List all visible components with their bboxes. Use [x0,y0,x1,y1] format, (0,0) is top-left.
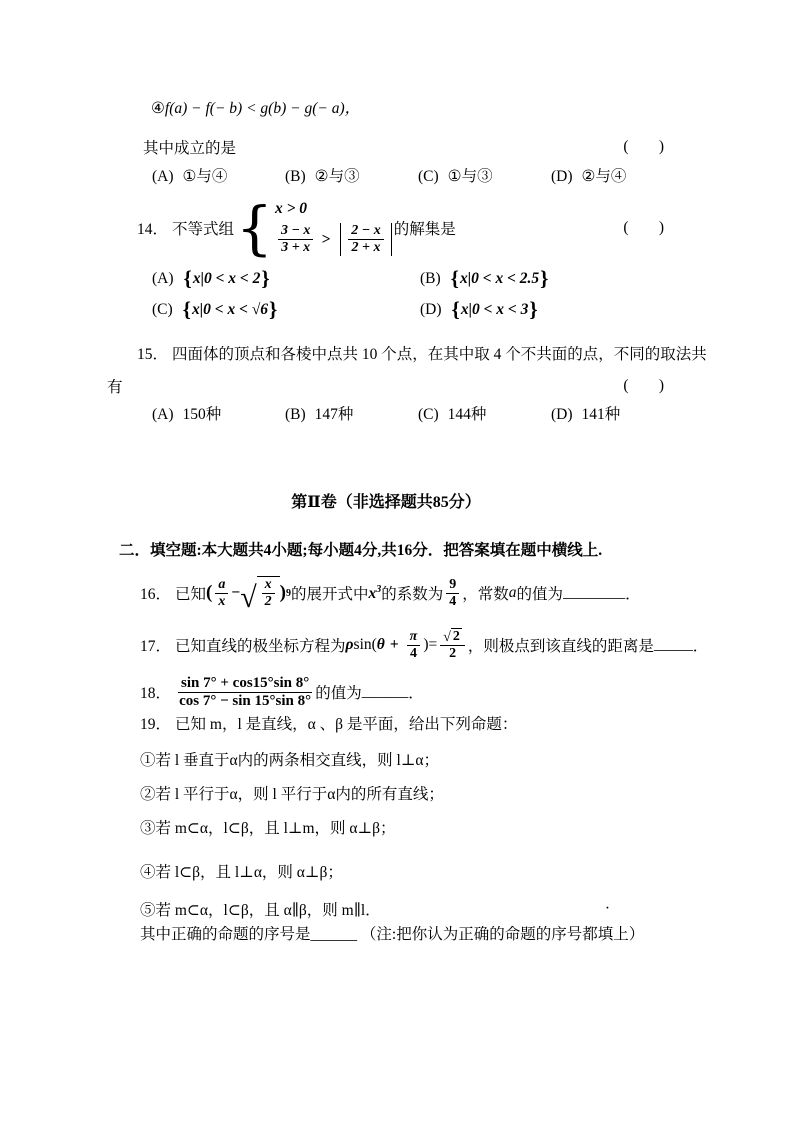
q13-stem-row [107,136,665,158]
q19-statement-2: ②若 l 平行于α，则 l 平行于α内的所有直线； [140,786,444,804]
fraction [407,629,421,662]
q14-system-rows [275,200,392,256]
fraction-denominator: 2 [264,594,272,610]
q15-option-b [285,404,418,426]
option-set-body: x|0 < x < √6 [191,300,269,318]
close-paren-equals: )= [423,636,438,654]
q19-statement-3: ③若 m⊂α，l⊂β，且 l⊥m，则 α⊥β； [140,820,396,838]
square-root [443,628,462,645]
option-label: (B) [285,406,306,424]
fraction-denominator: 4 [410,645,417,661]
fraction-denominator: cos 7° − sin 15°sin 8° [179,692,312,709]
q14-system-row2 [275,223,392,256]
stray-dot: · [604,900,610,918]
q14-stem-suffix: 的解集是 [393,221,456,239]
q15-answer-paren: ( ) [623,377,665,395]
left-brace: { [236,193,273,262]
fraction-numerator: 9 [446,577,459,594]
q19-answer-blank: ______ [310,926,358,944]
q17-answer-blank: _____ [653,636,693,654]
q14-option-b [420,268,549,289]
greater-than-sign: > [321,230,331,248]
radical-sign: √ [240,581,257,615]
q19-statement-1: ①若 l 垂直于α内的两条相交直线，则 l⊥α； [140,752,440,770]
square-root [240,576,279,615]
question-number: 15． [137,346,169,364]
q13-option-c [418,166,551,188]
q15-stem-line1 [107,344,707,366]
q13-options [107,166,665,188]
question-number: 17． [140,638,172,656]
rho-symbol: ρ [345,636,354,654]
option-text: ②与④ [581,168,627,185]
option-set-body: x|0 < x < 2 [192,269,261,287]
q17-period: ． [692,638,709,656]
q14-inequality-system [236,193,392,262]
fraction-numerator: 3 − x [278,223,313,240]
q16-line [107,576,665,615]
variable-a: a [508,584,517,602]
fraction-denominator: 3 + x [281,240,311,256]
option-label: (A) [152,168,174,185]
open-paren: ( [206,582,213,604]
q16-period: ． [625,586,641,604]
q19-intro-text: 已知 m，l 是直线，α 、β 是平面，给出下列命题： [175,716,518,734]
q16-mid4: 的值为 [516,586,564,604]
q17-prefix: 已知直线的极坐标方程为 [175,638,346,656]
fraction [440,628,465,662]
option-text: ②与③ [314,168,360,185]
q14-options-row2 [107,299,665,320]
option-label: (C) [418,168,439,185]
option-text: ①与③ [447,168,493,185]
option-label: (D) [551,406,573,424]
option-label: (C) [418,406,439,424]
q15-option-a [152,404,285,426]
option-set-body: x|0 < x < 3 [460,300,529,318]
q15-options [107,404,665,426]
set-open-brace: { [182,297,191,322]
q17-line [107,628,709,662]
q18-answer-blank: ______ [361,683,409,701]
q15-option-c [418,404,551,426]
option-text: ①与④ [182,168,228,185]
close-paren: ) [279,582,286,604]
option-text: 144种 [447,406,487,424]
x-cubed [369,584,382,603]
option-text: 150种 [182,406,222,424]
sin-open: sin( [353,636,377,654]
q13-option-b [285,166,418,188]
q14-system-row1: x > 0 [274,200,308,217]
fraction-numerator: 2 − x [348,223,383,240]
q17-suffix: ，则极点到该直线的距离是 [467,638,654,656]
q14-option-c [152,299,420,320]
exponent: 3 [376,583,382,595]
q13-stem: 其中成立的是 [143,140,237,157]
option-label: (A) [152,406,174,424]
q14-option-d [420,299,539,320]
q18-line [107,675,665,711]
q14-options-row1 [107,268,665,289]
option-label: (C) [152,300,173,318]
q19-tail-note: （注:把你认为正确的命题的序号都填上） [360,926,645,944]
q14-stem-row [107,193,665,262]
variable-x: x [368,584,377,602]
fraction [215,577,228,610]
q14-stem [137,193,456,262]
q16-answer-blank: ________ [563,584,626,602]
q16-mid2: 的系数为 [381,586,444,604]
fraction-numerator: a [215,577,228,594]
fraction-denominator: x [218,593,226,609]
option-label: (B) [420,269,441,287]
q14-option-a [152,268,420,289]
q19-tail-pre: 其中正确的命题的序号是 [140,926,311,944]
q13-item4-line [107,98,665,120]
set-close-brace: } [269,297,278,322]
fraction-denominator: 2 [449,646,457,662]
plus-sign: + [389,636,399,654]
fraction-numerator: π [407,629,421,646]
option-label: (B) [285,168,306,185]
fraction [446,577,459,610]
fraction [262,577,275,610]
fraction [178,675,312,711]
option-label: (D) [420,300,442,318]
fraction-denominator: 4 [449,593,457,609]
q14-answer-paren: ( ) [623,219,665,237]
q15-option-d [551,404,620,426]
q18-suffix: 的值为 [315,685,362,703]
q13-option-d [551,166,626,188]
question-number: 18． [140,685,172,703]
option-text: 147种 [314,406,354,424]
q13-option-a [152,166,285,188]
set-close-brace: } [529,297,538,322]
question-number: 16． [140,586,172,604]
q15-stem-line2 [107,375,665,397]
section2-instruction: 二．填空题:本大题共4小题;每小题4分,共16分．把答案填在题中横线上. [119,542,603,560]
radical-sign: √ [443,629,451,645]
absolute-value [340,223,391,256]
q14-stem-prefix: 不等式组 [172,221,235,239]
question-number: 14． [137,221,169,239]
q16-mid3: ，常数 [462,586,509,604]
q15-stem-text: 四面体的顶点和各棱中点共 10 个点，在其中取 4 个不共面的点，不同的取法共 [172,346,707,364]
set-open-brace: { [450,266,459,291]
set-open-brace: { [183,266,192,291]
q13-item4-marker: ④ [151,100,165,117]
q19-statement-5-row [107,898,665,920]
option-label: (D) [551,168,573,185]
q19-statement-5: ⑤若 m⊂α，l⊂β，且 α∥β，则 m∥l． [140,902,381,920]
fraction-denominator: 2 + x [351,240,381,256]
q16-mid1: 的展开式中 [291,586,369,604]
set-close-brace: } [261,266,270,291]
fraction [348,223,383,256]
theta-symbol: θ [376,636,385,654]
option-set-body: x|0 < x < 2.5 [459,269,540,287]
minus-sign: − [231,584,241,602]
set-close-brace: } [540,266,549,291]
q18-period: ． [408,685,424,703]
fraction-numerator [440,628,465,646]
q16-prefix: 已知 [175,586,207,604]
radical-body [257,576,280,610]
q15-stem-text2: 有 [107,379,123,397]
fraction [278,223,313,256]
q19-statement-4: ④若 l⊂β，且 l⊥α，则 α⊥β； [140,864,343,882]
q13-item4-math: f(a) − f(− b) < g(b) − g(− a)， [164,100,361,117]
q19-intro-line [107,714,665,736]
question-number: 19． [140,716,172,734]
q19-tail-line [107,924,665,946]
q13-answer-paren: ( ) [623,138,665,155]
option-label: (A) [152,269,174,287]
set-open-brace: { [451,297,460,322]
fraction-numerator: sin 7° + cos15°sin 8° [178,675,312,693]
section2-title: 第Ⅱ卷（非选择题共85分） [291,494,481,512]
exponent: 9 [286,587,291,599]
fraction-numerator: x [262,577,275,594]
radical-body: 2 [452,629,460,645]
option-text: 141种 [581,406,621,424]
